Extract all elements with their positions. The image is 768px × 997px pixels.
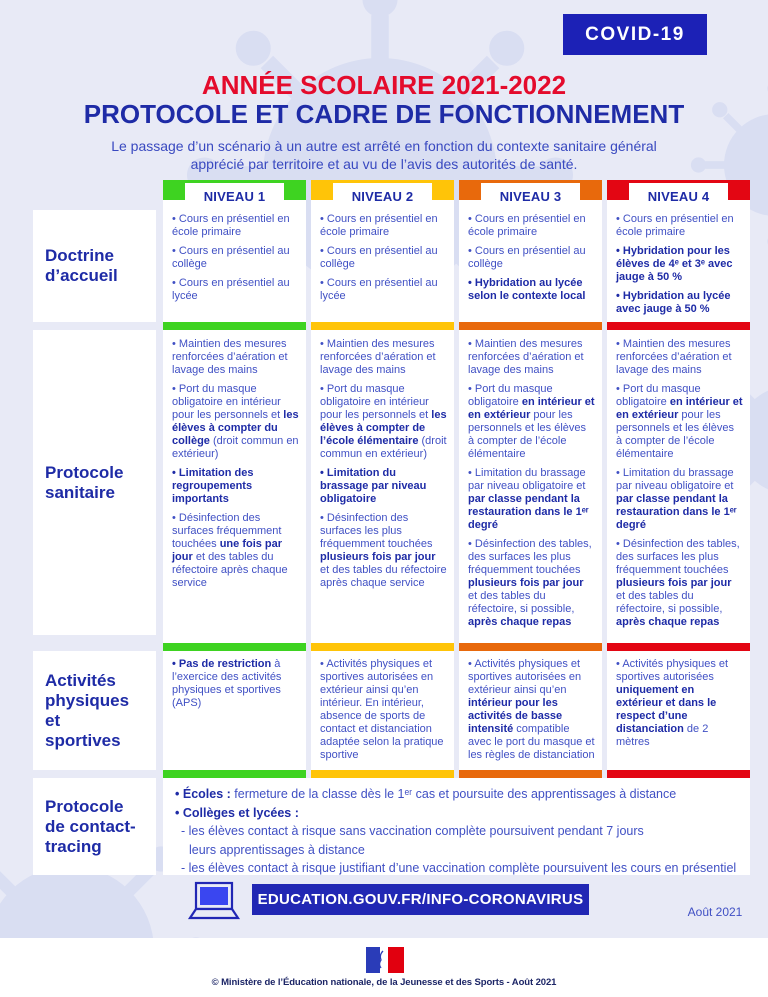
cell-item: • Activités physiques et sportives autorisées uniquement en extérieur et dans le respect d’une distanciation de 2 mètres xyxy=(616,658,729,748)
cell-item: • Maintien des mesures renforcées d’aération et lavage des mains xyxy=(320,338,436,376)
level-header-label: NIVEAU 4 xyxy=(629,183,728,210)
cell-item: • Port du masque obligatoire en intérieur pour les personnels et les élèves à compter de l’école élémentaire (droit commun en extérieur) xyxy=(320,383,447,460)
cell-doctrine-niveau4 xyxy=(607,200,750,322)
cell-item: • Cours en présentiel au collège xyxy=(172,245,290,270)
cell-item: • Désinfection des surfaces les plus fréquemment touchées plusieurs fois par jour et des tables du réfectoire après chaque service xyxy=(320,512,447,589)
contact-item: - les élèves contact à risque justifiant d’une vaccination complète poursuivent les cours en présentiel xyxy=(181,861,737,875)
cell-sanitaire-niveau3 xyxy=(459,330,602,643)
row-separator-bar xyxy=(459,643,602,651)
cell-item: • Désinfection des tables, des surfaces les plus fréquemment touchées plusieurs fois par jour et des tables du réfectoire, si possible, après chaque repas xyxy=(468,538,592,628)
level-header-label: NIVEAU 1 xyxy=(185,183,284,210)
cell-item: • Cours en présentiel en école primaire xyxy=(468,213,586,238)
cell-activites-niveau2 xyxy=(311,651,454,770)
contact-item: • Collèges et lycées : xyxy=(175,805,299,820)
page-title-year: ANNÉE SCOLAIRE 2021-2022 xyxy=(201,70,567,100)
contact-item: - les élèves contact à risque sans vaccination complète poursuivent pendant 7 jours xyxy=(181,824,644,838)
row-separator-bar xyxy=(311,643,454,651)
cell-item: • Port du masque obligatoire en intérieur pour les personnels et les élèves à compter du collège (droit commun en extérieur) xyxy=(172,383,299,460)
cell-item: • Cours en présentiel au lycée xyxy=(320,277,438,302)
level-column-4 xyxy=(607,180,750,778)
cell-activites-niveau3 xyxy=(459,651,602,770)
cell-item: • Maintien des mesures renforcées d’aération et lavage des mains xyxy=(172,338,288,376)
covid-badge: COVID-19 xyxy=(563,14,707,55)
subtitle-line1: Le passage d’un scénario à un autre est arrêté en fonction du contexte sanitaire général xyxy=(111,138,657,154)
page-title-main: PROTOCOLE ET CADRE DE FONCTIONNEMENT xyxy=(83,99,685,129)
page-subtitle xyxy=(0,137,768,173)
level-column-3 xyxy=(459,180,602,778)
row-label-sanitaire: Protocole sanitaire xyxy=(33,330,156,635)
cell-sanitaire-niveau4 xyxy=(607,330,750,643)
cell-item: • Port du masque obligatoire en intérieur et en extérieur pour les personnels et les élèves à compter de l’école élémentaire xyxy=(468,383,595,460)
cell-sanitaire-niveau1 xyxy=(163,330,306,643)
contact-tracing-cell xyxy=(163,778,750,875)
cell-item: • Activités physiques et sportives autorisées en extérieur ainsi qu’en intérieur pour les activités de basse intensité compatible avec le port du masque et les règles de distanciation xyxy=(468,658,595,761)
cell-item: • Activités physiques et sportives autorisées en extérieur ainsi qu’en intérieur. En intérieur, absence de sports de contact et distanciation adaptée selon la pratique sportive xyxy=(320,658,444,761)
cell-item: • Limitation du brassage par niveau obligatoire et par classe pendant la restauration dans le 1ᵉʳ degré xyxy=(468,467,589,531)
cell-item: • Limitation des regroupements importants xyxy=(172,467,254,505)
cell-item: • Cours en présentiel en école primaire xyxy=(320,213,438,238)
laptop-icon xyxy=(183,881,245,921)
cell-item: • Maintien des mesures renforcées d’aération et lavage des mains xyxy=(616,338,732,376)
cell-item: • Hybridation au lycée avec jauge à 50 % xyxy=(616,290,731,315)
subtitle-line2: apprécié par territoire et au vu de l’avis des autorités de santé. xyxy=(190,156,578,172)
cell-item: • Cours en présentiel au lycée xyxy=(172,277,290,302)
row-label-activites: Activités physiques et sportives xyxy=(33,651,156,770)
row-separator-bar xyxy=(163,643,306,651)
info-url-banner[interactable]: EDUCATION.GOUV.FR/INFO-CORONAVIRUS xyxy=(252,884,589,915)
cell-item: • Désinfection des tables, des surfaces les plus fréquemment touchées plusieurs fois par jour et des tables du réfectoire, si possible, après chaque repas xyxy=(616,538,740,628)
date-label: Août 2021 xyxy=(687,905,743,919)
cell-activites-niveau1 xyxy=(163,651,306,770)
copyright-text: © Ministère de l’Éducation nationale, de la Jeunesse et des Sports - Août 2021 xyxy=(211,977,557,988)
cell-item: • Désinfection des surfaces fréquemment touchées une fois par jour et des tables du réfectoire après chaque service xyxy=(172,512,288,589)
cell-item: • Limitation du brassage par niveau obligatoire et par classe pendant la restauration dans le 1ᵉʳ degré xyxy=(616,467,737,531)
row-separator-bar xyxy=(163,322,306,330)
cell-doctrine-niveau2 xyxy=(311,200,454,322)
row-label-doctrine: Doctrine d’accueil xyxy=(33,210,156,322)
level-header-label: NIVEAU 2 xyxy=(333,183,432,210)
cell-item: • Cours en présentiel en école primaire xyxy=(172,213,290,238)
cell-item: • Port du masque obligatoire en intérieur et en extérieur pour les personnels et les élèves à compter de l’école élémentaire xyxy=(616,383,743,460)
cell-item: • Hybridation pour les élèves de 4ᵉ et 3ᵉ avec jauge à 50 % xyxy=(616,245,733,283)
cell-doctrine-niveau1 xyxy=(163,200,306,322)
cell-item: • Maintien des mesures renforcées d’aération et lavage des mains xyxy=(468,338,584,376)
contact-item: • Écoles : fermeture de la classe dès le 1ᵉʳ cas et poursuite des apprentissages à distance xyxy=(175,787,677,801)
cell-sanitaire-niveau2 xyxy=(311,330,454,643)
level-column-2 xyxy=(311,180,454,778)
level-header-label: NIVEAU 3 xyxy=(481,183,580,210)
contact-header-bar xyxy=(607,770,750,778)
french-government-logo xyxy=(366,947,404,973)
row-separator-bar xyxy=(459,322,602,330)
cell-item: • Cours en présentiel au collège xyxy=(320,245,438,270)
cell-item: • Cours en présentiel au collège xyxy=(468,245,586,270)
cell-item: • Limitation du brassage par niveau obligatoire xyxy=(320,467,427,505)
cell-item: • Cours en présentiel en école primaire xyxy=(616,213,734,238)
contact-header-bar xyxy=(163,770,306,778)
cell-item: • Pas de restriction à l’exercice des activités physiques et sportives (APS) xyxy=(172,658,282,709)
contact-header-bar xyxy=(311,770,454,778)
row-label-contact-tracing: Protocole de contact-tracing xyxy=(33,778,156,875)
row-separator-bar xyxy=(311,322,454,330)
level-column-1 xyxy=(163,180,306,778)
cell-item: • Hybridation au lycée selon le contexte local xyxy=(468,277,586,302)
cell-doctrine-niveau3 xyxy=(459,200,602,322)
cell-activites-niveau4 xyxy=(607,651,750,770)
contact-item: leurs apprentissages à distance xyxy=(189,842,365,857)
row-separator-bar xyxy=(607,643,750,651)
row-separator-bar xyxy=(607,322,750,330)
contact-header-bar xyxy=(459,770,602,778)
